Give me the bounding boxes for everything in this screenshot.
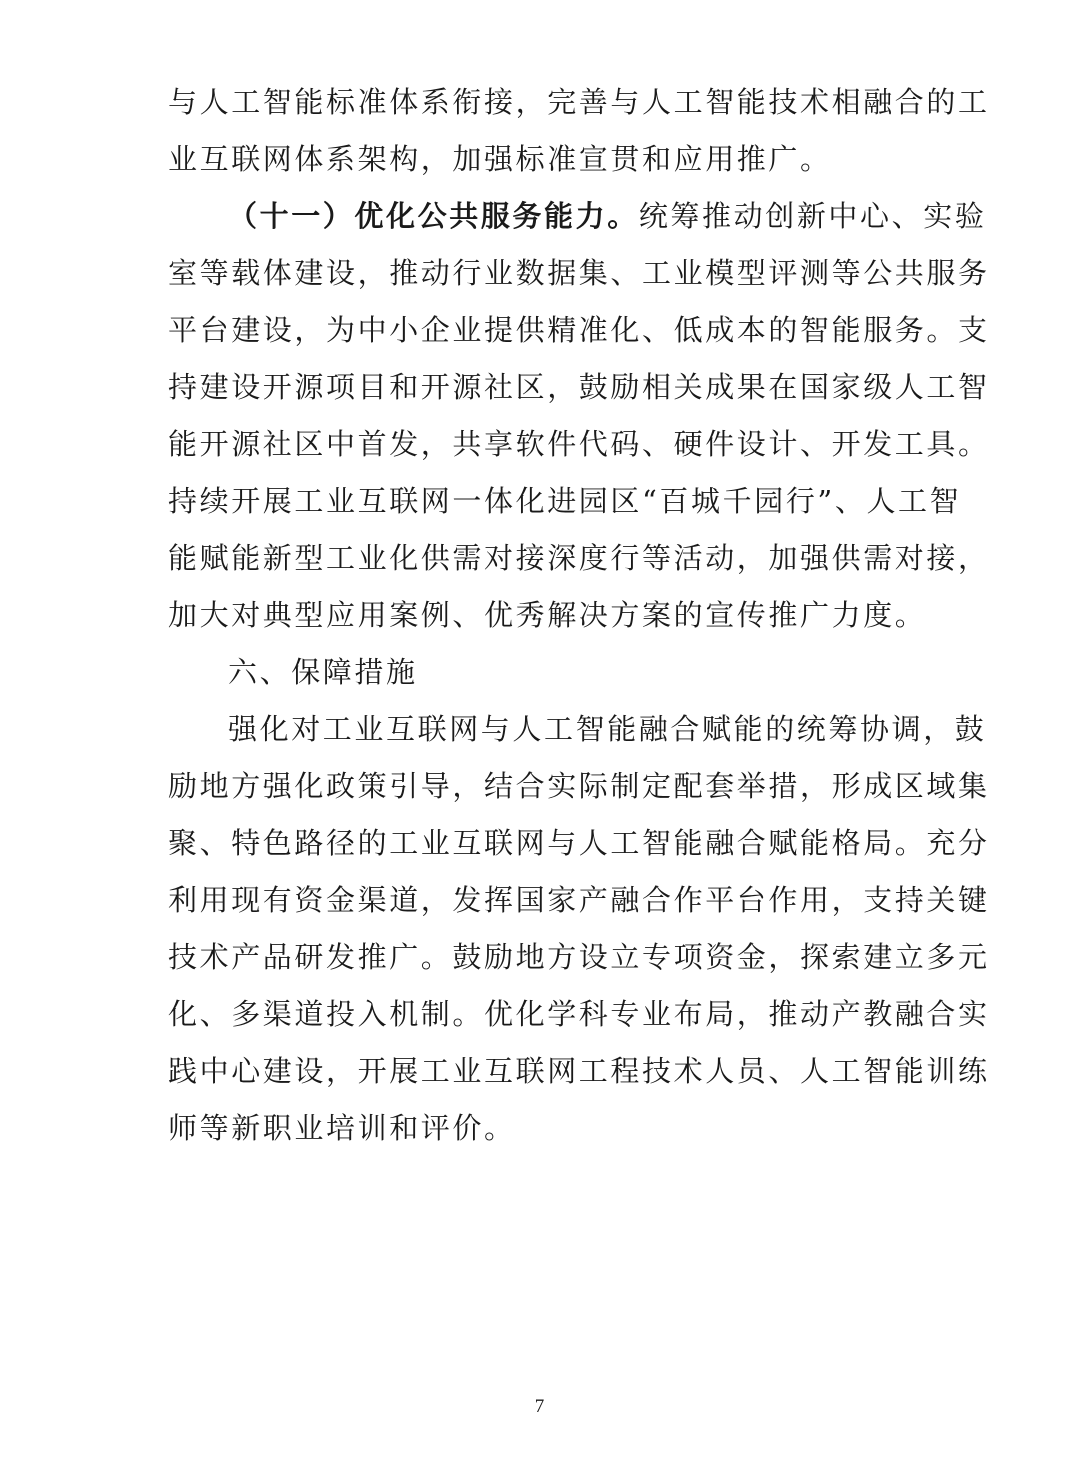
paragraph-line: 励地方强化政策引导，结合实际制定配套举措，形成区域集 (168, 769, 990, 803)
page-number: 7 (534, 1396, 545, 1417)
paragraph-line: 践中心建设，开展工业互联网工程技术人员、人工智能训练 (168, 1054, 990, 1088)
paragraph-line: 持建设开源项目和开源社区，鼓励相关成果在国家级人工智 (168, 370, 990, 404)
paragraph-line: 师等新职业培训和评价。 (168, 1111, 516, 1145)
paragraph-line: 室等载体建设，推动行业数据集、工业模型评测等公共服务 (168, 256, 990, 290)
paragraph-line: 持续开展工业互联网一体化进园区“百城千园行”、人工智 (168, 484, 962, 518)
paragraph-first-line: 强化对工业互联网与人工智能融合赋能的统筹协调，鼓 (228, 712, 987, 746)
bold-lead-heading: （十一）优化公共服务能力。 (228, 199, 639, 233)
paragraph-line: 能开源社区中首发，共享软件代码、硬件设计、开发工具。 (168, 427, 990, 461)
paragraph-line: 与人工智能标准体系衔接，完善与人工智能技术相融合的工 (168, 85, 990, 119)
paragraph-line: 平台建设，为中小企业提供精准化、低成本的智能服务。支 (168, 313, 990, 347)
body-text (168, 74, 990, 1157)
paragraph-line: 业互联网体系架构，加强标准宣贯和应用推广。 (168, 142, 832, 176)
paragraph-first-line (168, 188, 987, 245)
paragraph-line: 聚、特色路径的工业互联网与人工智能融合赋能格局。充分 (168, 826, 990, 860)
section-heading: 六、保障措施 (228, 655, 418, 689)
paragraph-line: 利用现有资金渠道，发挥国家产融合作平台作用，支持关键 (168, 883, 990, 917)
paragraph-line: 能赋能新型工业化供需对接深度行等活动，加强供需对接， (168, 541, 990, 575)
paragraph-line: 化、多渠道投入机制。优化学科专业布局，推动产教融合实 (168, 997, 990, 1031)
paragraph-line-rest: 统筹推动创新中心、实验 (638, 199, 987, 233)
paragraph-line: 加大对典型应用案例、优秀解决方案的宣传推广力度。 (168, 598, 927, 632)
paragraph-line: 技术产品研发推广。鼓励地方设立专项资金，探索建立多元 (168, 940, 990, 974)
